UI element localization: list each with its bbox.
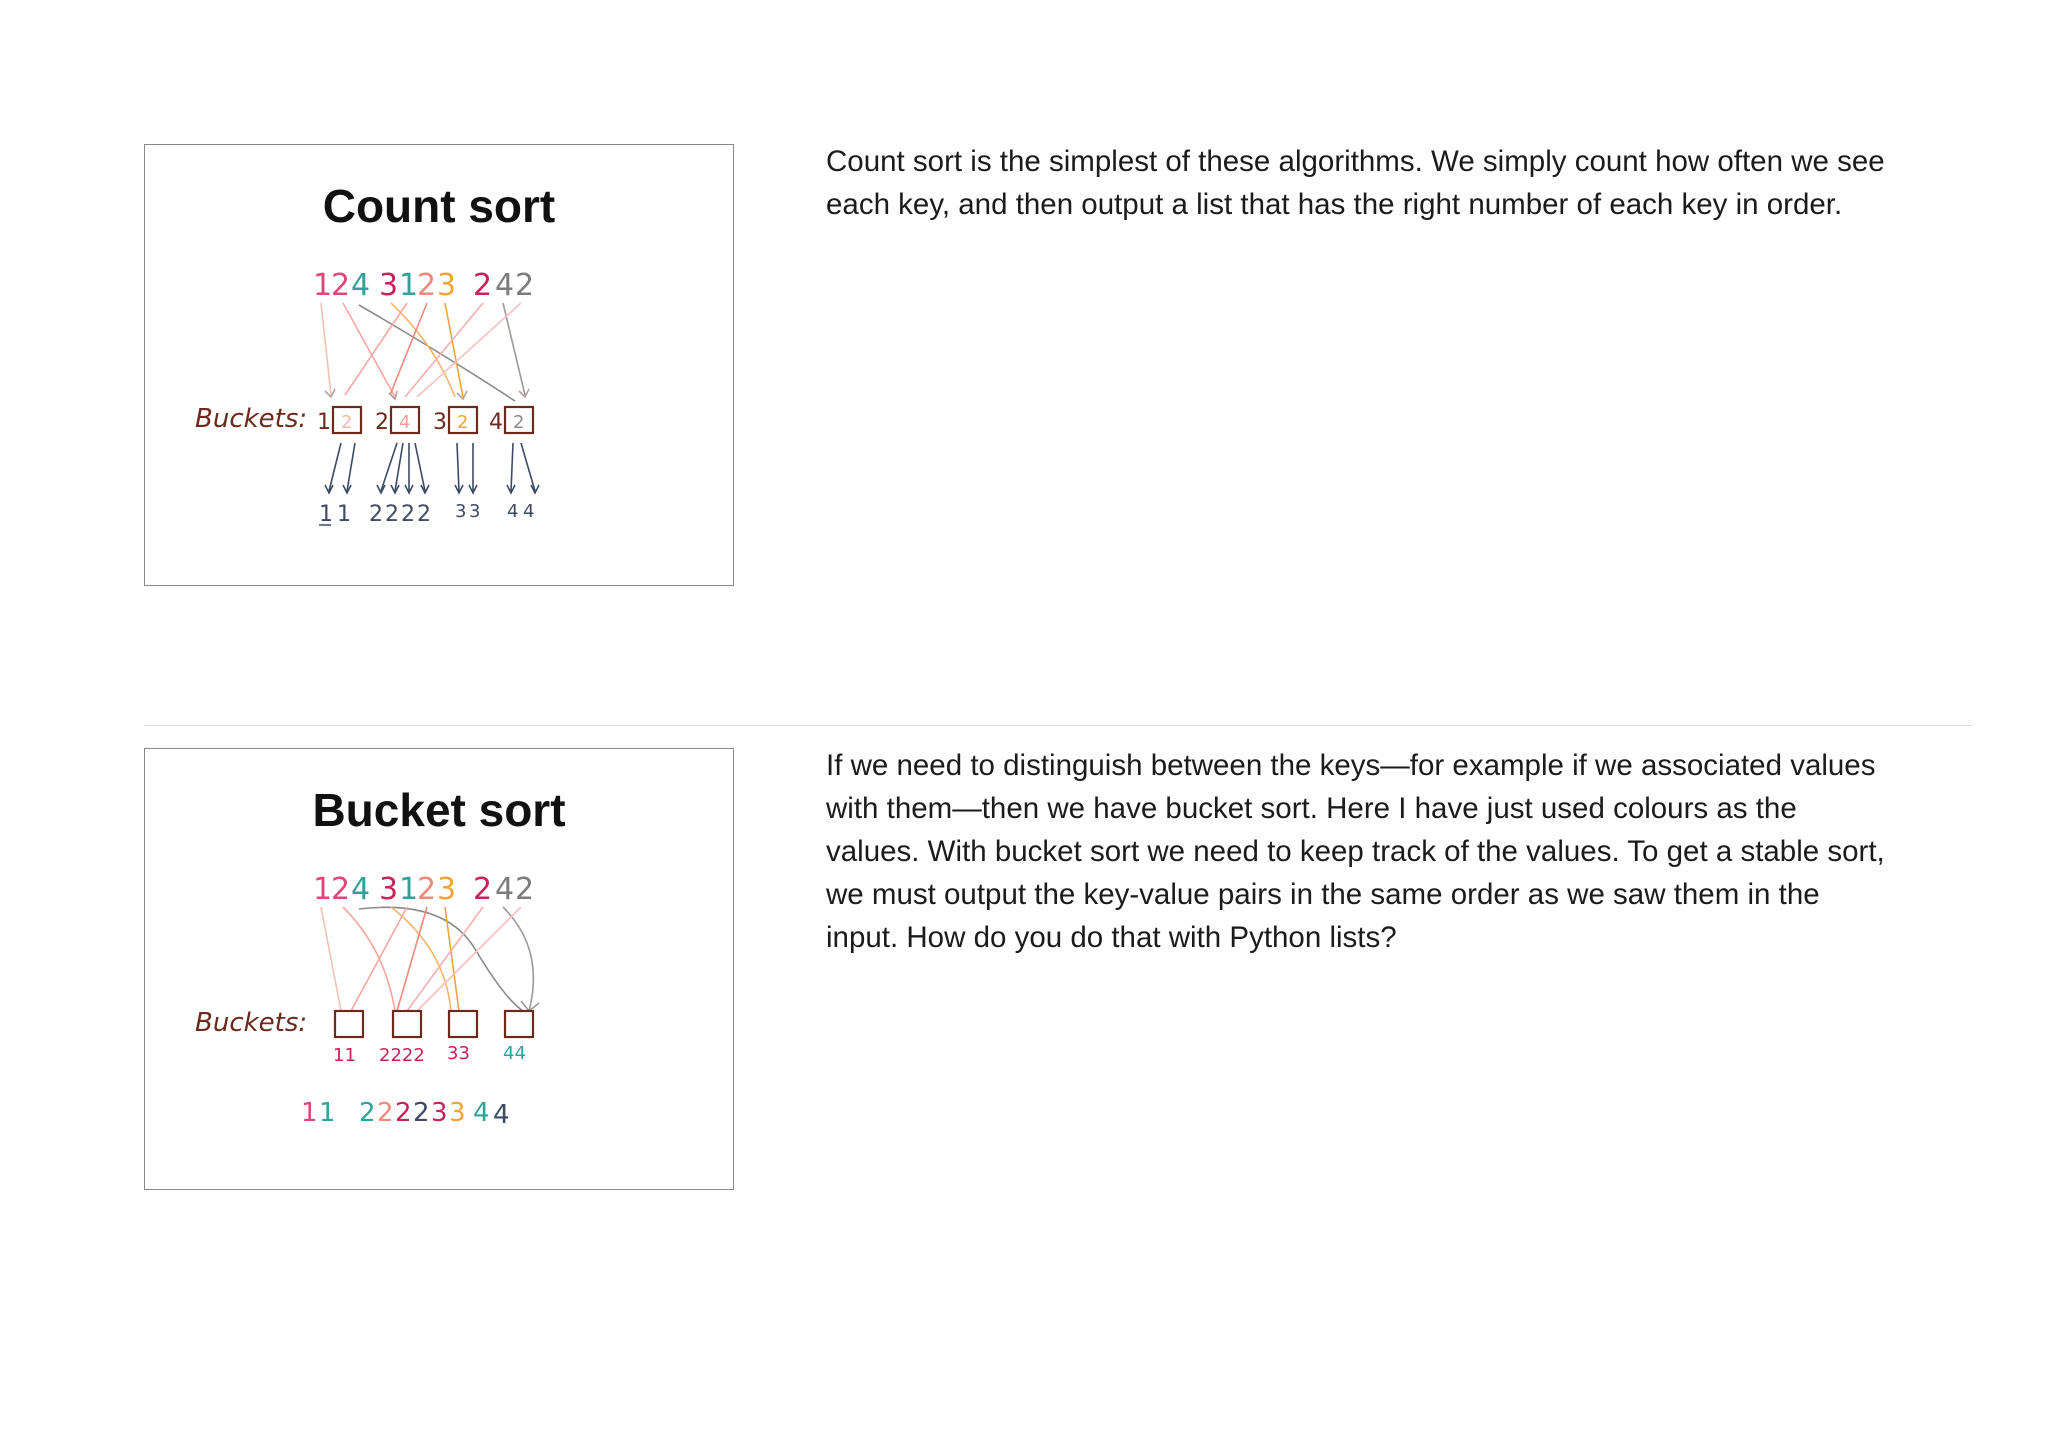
arrow [359,907,523,1011]
output-key: 1 [301,1098,318,1128]
input-key: 2 [515,872,535,907]
output-key: 1 [337,502,351,527]
arrow [321,303,331,395]
arrow [343,303,395,397]
slide-title: Bucket sort [312,784,566,836]
output-key: 3 [469,501,481,522]
count-sort-diagram [145,145,735,587]
input-key: 2 [417,872,437,907]
arrow [407,907,483,1011]
bucket-count: 2 [341,412,353,433]
input-key: 4 [351,872,371,907]
bucket-key: 2 [375,410,389,435]
input-key: 4 [495,268,515,303]
arrow [417,303,521,397]
input-key: 1 [313,872,333,907]
output-key: 1 [319,502,333,527]
bucket-content: 2222 [379,1045,425,1066]
bucket-box [335,1011,363,1037]
bucket-sort-diagram [145,749,735,1191]
bucket-content: 44 [503,1043,526,1064]
bucket-box [449,1011,477,1037]
output-keys [319,501,534,527]
arrow [445,907,459,1011]
input-keys [313,872,534,907]
arrow [359,305,515,401]
output-key: 2 [413,1098,430,1128]
buckets [317,407,533,435]
input-key: 2 [515,268,535,303]
input-key: 2 [473,268,493,303]
bucket-sort-note: If we need to distinguish between the keys—for example if we associated values with them—then we have bucket sort. Here I have just used colours as the values. With bucket sort we need to keep track of the values. To get a stable sort, we must output the key-value pairs in the same order as we saw them in the input. How do you do that with Python lists? [826,749,1885,954]
input-key: 2 [473,872,493,907]
input-key: 2 [331,872,351,907]
bucket-contents [333,1043,526,1066]
bucket-count: 2 [513,412,525,433]
input-key: 1 [399,872,419,907]
arrow [405,303,483,397]
arrow [397,907,427,1011]
buckets-label: Buckets: [195,1008,308,1038]
output-key: 4 [473,1098,490,1128]
bucket-key: 3 [433,410,447,435]
input-key: 4 [351,268,371,303]
bucket-arrows [321,303,529,401]
buckets [335,1011,533,1037]
output-key: 2 [359,1098,376,1128]
input-key: 3 [437,268,457,303]
output-key: 3 [431,1098,448,1128]
slide-title: Count sort [322,180,556,232]
output-keys [301,1098,510,1130]
arrow [351,907,407,1011]
bucket-key: 4 [489,410,503,435]
output-key: 2 [417,502,431,527]
input-key: 3 [437,872,457,907]
arrow [417,907,521,1011]
input-key: 1 [313,268,333,303]
input-key: 2 [417,268,437,303]
output-key: 1 [319,1098,336,1128]
input-key: 3 [379,872,399,907]
bucket-sort-slide [144,748,734,1190]
bucket-content: 33 [447,1043,470,1064]
output-arrows [325,443,539,493]
count-sort-slide [144,144,734,586]
output-key: 2 [369,502,383,527]
output-key: 4 [523,501,535,522]
output-key: 2 [377,1098,394,1128]
buckets-label: Buckets: [195,404,308,434]
arrow [343,907,395,1011]
bucket-box [393,1011,421,1037]
output-key: 3 [455,501,467,522]
arrow [390,303,427,395]
bucket-content: 11 [333,1045,356,1066]
arrow [445,303,463,397]
output-key: 2 [395,1098,412,1128]
input-key: 2 [331,268,351,303]
count-sort-note: Count sort is the simplest of these algorithms. We simply count how often we see each key, and then output a list that has the right number of each key in order. [826,145,1885,221]
arrow [391,907,451,1011]
input-key: 4 [495,872,515,907]
output-key: 3 [449,1098,466,1128]
input-key: 1 [399,268,419,303]
bucket-box [505,1011,533,1037]
arrow [391,303,455,397]
output-key: 2 [401,502,415,527]
output-key: 2 [385,502,399,527]
bucket-count: 4 [399,412,411,433]
input-keys [313,268,534,303]
input-key: 3 [379,268,399,303]
output-key: 4 [493,1100,510,1130]
bucket-arrows [321,907,539,1011]
output-key: 4 [507,501,519,522]
section-divider [144,725,1972,726]
bucket-key: 1 [317,410,331,435]
arrow [321,907,341,1011]
arrow [345,303,407,395]
bucket-count: 2 [457,412,469,433]
